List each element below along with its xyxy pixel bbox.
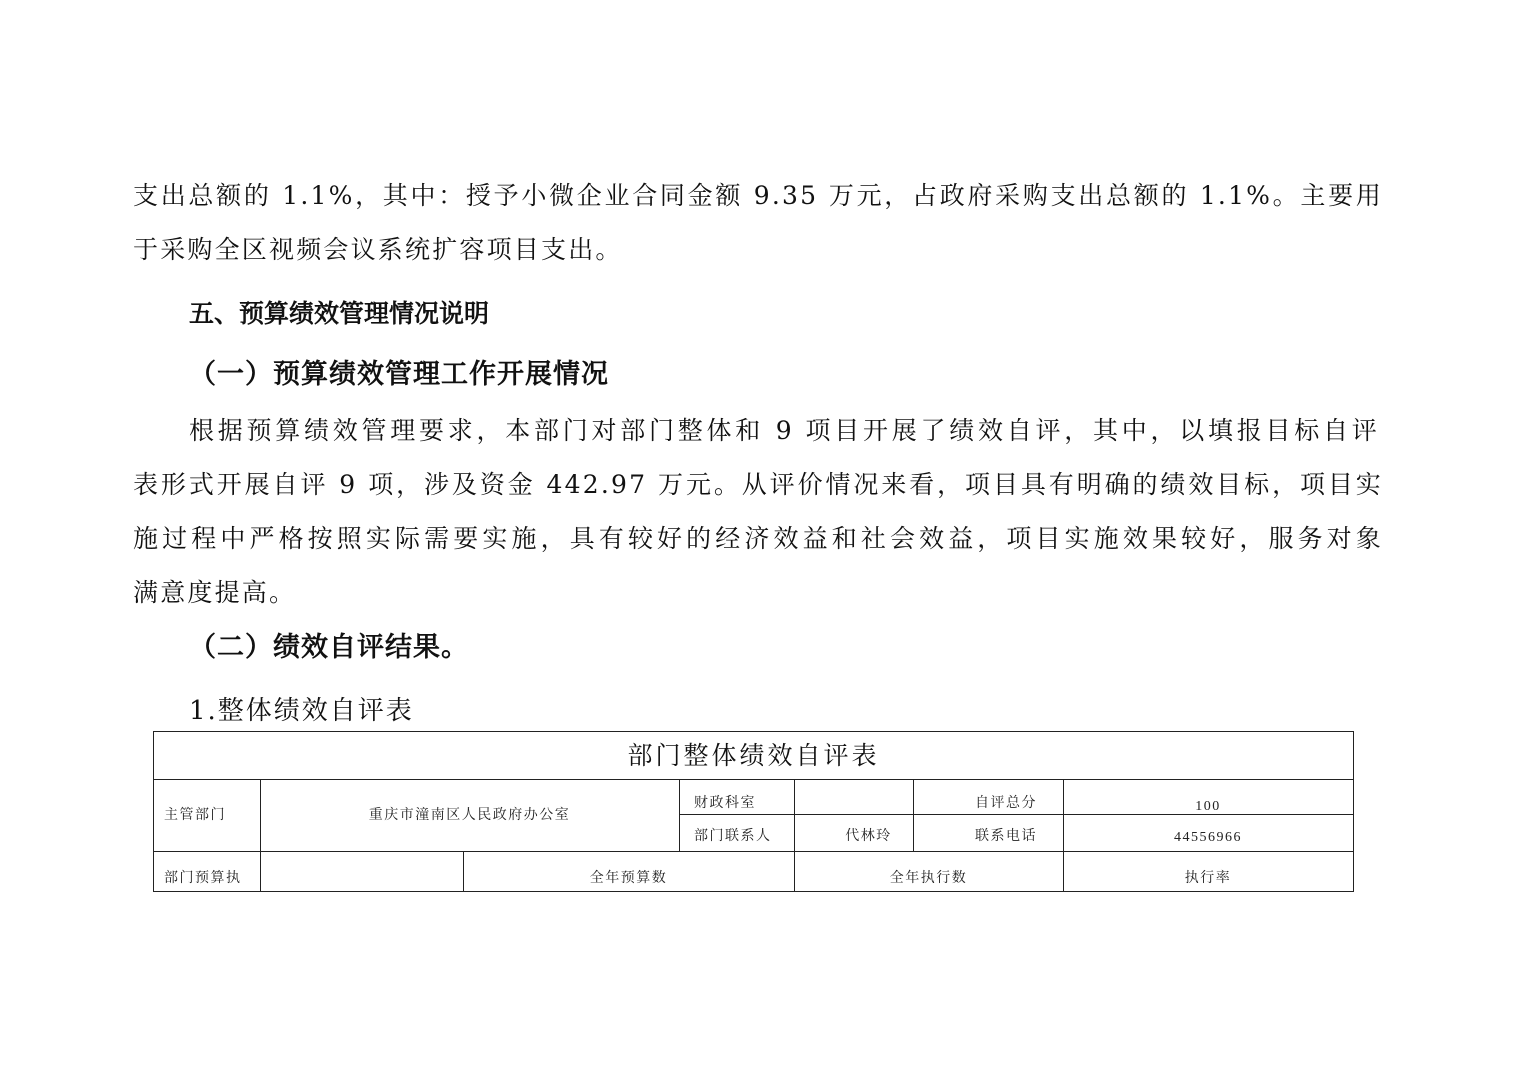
exec-rate-label: 执行率 (1184, 870, 1232, 886)
finance-label: 财政科室 (694, 795, 756, 811)
paragraph-line: 支出总额的 1.1%，其中：授予小微企业合同金额 9.35 万元，占政府采购支出总额的 1.1%。主要用 (133, 181, 1383, 210)
paragraph-line: 于采购全区视频会议系统扩容项目支出。 (133, 235, 623, 264)
score-label: 自评总分 (975, 795, 1037, 811)
contact-label: 部门联系人 (694, 828, 772, 844)
annual-budget-label: 全年预算数 (589, 870, 668, 886)
paragraph-line: 根据预算绩效管理要求，本部门对部门整体和 9 项目开展了绩效自评，其中，以填报目标自评 (189, 416, 1379, 445)
annual-exec-label: 全年执行数 (889, 870, 968, 886)
subsection-heading: （二）绩效自评结果。 (189, 632, 469, 663)
section-heading: 五、预算绩效管理情况说明 (189, 299, 490, 328)
table-divider (679, 780, 680, 851)
paragraph-line: 满意度提高。 (133, 578, 297, 607)
table-title: 部门整体绩效自评表 (154, 732, 1353, 780)
table-divider (260, 851, 261, 891)
phone-label: 联系电话 (975, 828, 1037, 844)
budget-exec-label: 部门预算执 (164, 870, 242, 886)
score-value: 100 (1195, 799, 1221, 814)
dept-value: 重庆市潼南区人民政府办公室 (368, 807, 571, 823)
contact-value: 代林玲 (845, 828, 892, 844)
paragraph-line: 施过程中严格按照实际需要实施，具有较好的经济效益和社会效益，项目实施效果较好，服务对象 (133, 524, 1383, 553)
dept-label: 主管部门 (164, 807, 226, 823)
paragraph-line: 表形式开展自评 9 项，涉及资金 442.97 万元。从评价情况来看，项目具有明确的绩效目标，项目实 (133, 470, 1383, 499)
self-evaluation-table (153, 731, 1354, 892)
subsection-heading: （一）预算绩效管理工作开展情况 (189, 359, 609, 390)
table-caption: 1.整体绩效自评表 (189, 696, 414, 726)
phone-value: 44556966 (1174, 830, 1242, 845)
finance-value (794, 780, 913, 814)
